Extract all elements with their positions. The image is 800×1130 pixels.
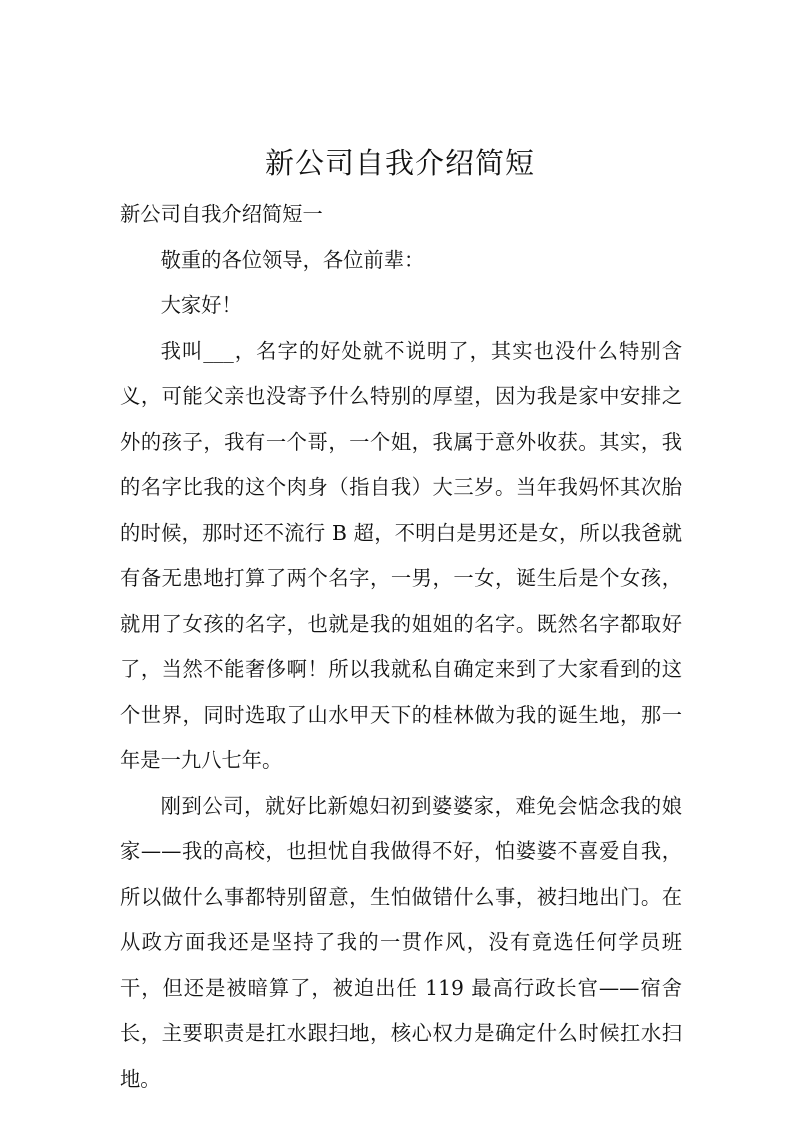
paragraph-name-story: 我叫___，名字的好处就不说明了，其实也没什么特别含义，可能父亲也没寄予什么特别的厚望，因为我是家中安排之外的孩子，我有一个哥，一个姐，我属于意外收获。其实，我的名字比我的这个肉身（指自我）大三岁。当年我妈怀其次胎的时候，那时还不流行 B 超，不明白是男还是女，所以我爸就有备无患地打算了两个名字，一男，一女，诞生后是个女孩，就用了女孩的名字，也就是我的姐姐的名字。既然名字都取好了，当然不能奢侈啊！所以我就私自确定来到了大家看到的这个世界，同时选取了山水甲天下的桂林做为我的诞生地，那一年是一九八七年。 xyxy=(120,338,682,772)
section-heading: 新公司自我介绍简短一 xyxy=(120,202,323,226)
paragraph-greeting: 敬重的各位领导，各位前辈： xyxy=(160,247,425,272)
document-body xyxy=(120,192,682,1102)
document-title: 新公司自我介绍简短 xyxy=(264,146,535,181)
paragraph-company-experience: 刚到公司，就好比新媳妇初到婆婆家，难免会惦念我的娘家——我的高校，也担忧自我做得不好，怕婆婆不喜爱自我，所以做什么事都特别留意，生怕做错什么事，被扫地出门。在从政方面我还是坚持了我的一贯作风，没有竟选任何学员班干，但还是被暗算了，被迫出任 119 最高行政长官——宿舍长，主要职责是扛水跟扫地，核心权力是确定什么时候扛水扫地。 xyxy=(120,793,682,1091)
paragraph-hello: 大家好！ xyxy=(160,293,242,317)
